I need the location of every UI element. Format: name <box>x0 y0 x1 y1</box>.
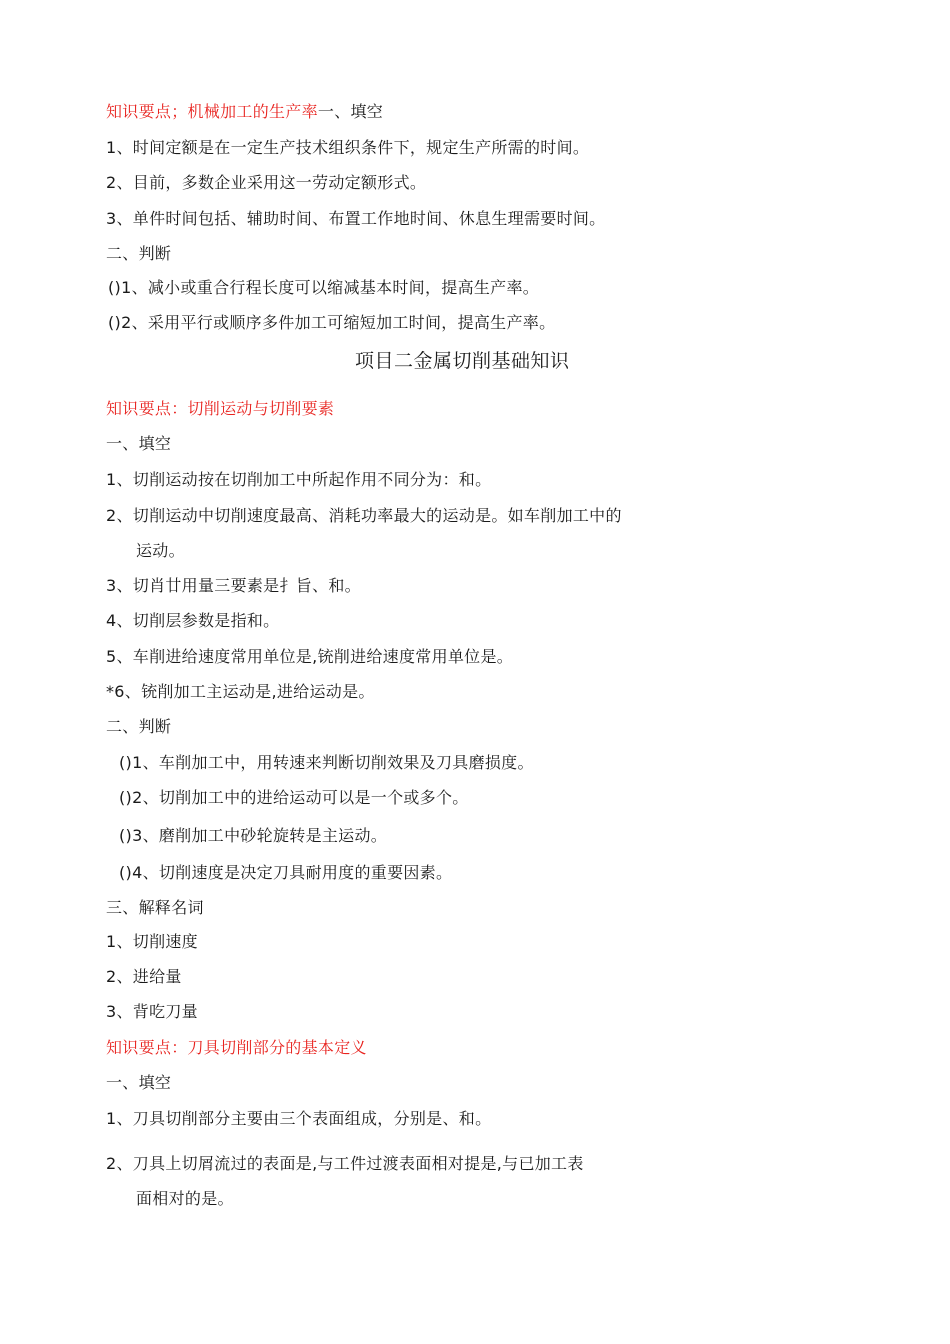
term-item: 3、背吃刀量 <box>106 1002 198 1021</box>
fill-heading: 一、填空 <box>317 102 384 121</box>
judge-heading: 二、判断 <box>106 717 172 736</box>
fill-item-continuation: 面相对的是。 <box>136 1189 234 1208</box>
judge-item: ()3、磨削加工中砂轮旋转是主运动。 <box>119 826 388 845</box>
page-title: 项目二金属切削基础知识 <box>355 350 570 372</box>
fill-item: 2、目前，多数企业采用这一劳动定额形式。 <box>106 173 427 192</box>
keypoint-label: 知识要点；机械加工的生产率 <box>106 102 318 121</box>
fill-item: 4、切削层参数是指和。 <box>106 611 280 630</box>
fill-heading: 一、填空 <box>106 434 172 453</box>
judge-heading: 二、判断 <box>106 244 172 263</box>
fill-item: 1、切削运动按在切削加工中所起作用不同分为：和。 <box>106 470 492 489</box>
judge-item: ()2、采用平行或顺序多件加工可缩短加工时间，提高生产率。 <box>108 313 556 332</box>
judge-item: ()1、车削加工中，用转速来判断切削效果及刀具磨损度。 <box>119 753 534 772</box>
terms-heading: 三、解释名词 <box>106 898 204 917</box>
judge-item: ()2、切削加工中的进给运动可以是一个或多个。 <box>119 788 469 807</box>
keypoint-heading-tool-definition: 知识要点：刀具切削部分的基本定义 <box>106 1038 367 1057</box>
term-item: 1、切削速度 <box>106 932 198 951</box>
fill-item: 5、车削进给速度常用单位是,铳削进给速度常用单位是。 <box>106 647 514 666</box>
fill-item: 3、切肖廿用量三要素是扌旨、和。 <box>106 576 361 595</box>
keypoint-heading-productivity <box>106 101 383 123</box>
fill-item: 1、刀具切削部分主要由三个表面组成，分别是、和。 <box>106 1109 492 1128</box>
keypoint-heading-cutting-motion: 知识要点：切削运动与切削要素 <box>106 399 335 418</box>
fill-item: 2、刀具上切屑流过的表面是,与工件过渡表面相对提是,与已加工表 <box>106 1154 584 1173</box>
fill-heading: 一、填空 <box>106 1073 172 1092</box>
fill-item: *6、铳削加工主运动是,进给运动是。 <box>106 682 375 701</box>
fill-item: 2、切削运动中切削速度最高、消耗功率最大的运动是。如车削加工中的 <box>106 506 622 525</box>
fill-item: 1、时间定额是在一定生产技术组织条件下，规定生产所需的时间。 <box>106 138 590 157</box>
judge-item: ()1、减小或重合行程长度可以缩减基本时间，提高生产率。 <box>108 278 540 297</box>
judge-item: ()4、切削速度是决定刀具耐用度的重要因素。 <box>119 863 453 882</box>
term-item: 2、进给量 <box>106 967 182 986</box>
fill-item-continuation: 运动。 <box>136 541 185 560</box>
fill-item: 3、单件时间包括、辅助时间、布置工作地时间、休息生理需要时间。 <box>106 209 606 228</box>
